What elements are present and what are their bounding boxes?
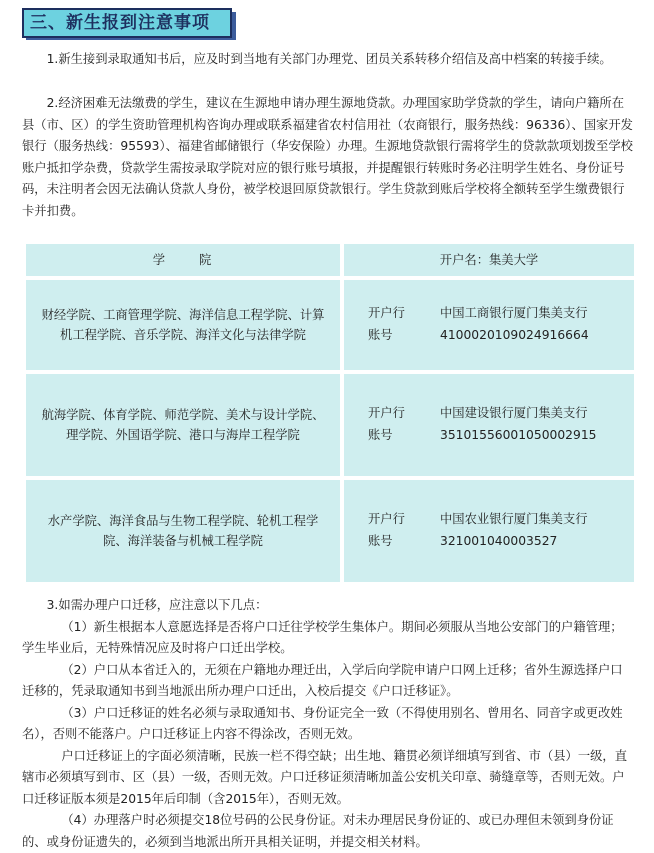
- account-number: 321001040003527: [440, 534, 558, 548]
- account-number: 4100020109024916664: [440, 328, 589, 342]
- header-college-char-1: 学: [152, 253, 167, 267]
- account-number: 35101556001050002915: [440, 428, 597, 442]
- header-college-char-2: 院: [199, 253, 214, 267]
- account-label: 账号: [368, 428, 393, 442]
- paragraph-archive-transfer: 1.新生接到录取通知书后，应及时到当地有关部门办理党、团员关系转移介绍信及高中档案的转接手续。: [46, 52, 612, 66]
- section-title: [22, 8, 236, 40]
- table-row-colleges: 财经学院、工商管理学院、海洋信息工程学院、计算机工程学院、音乐学院、海洋文化与法律学院: [26, 280, 340, 370]
- paragraph-student-loan: 2.经济困难无法缴费的学生，建议在生源地申请办理生源地贷款。办理国家助学贷款的学生，请向户籍所在县（市、区）的学生资助管理机构咨询办理或联系福建省农村信用社（农商银行，服务热线：96336）、国家开发银行（服务热线：95593）、福建省邮储银行（华安保险）办理。生源地贷款银行需将学生的贷款款项划拨至学校账户抵扣学杂费，贷款学生需按录取学院对应的银行账号填报，并提醒银行转账时务必注明学生姓名、身份证号码，未注明者会因无法确认贷款人身份，被学校退回原贷款银行。学生贷款到账后学校将全额转至学生缴费银行卡并扣费。: [22, 96, 633, 218]
- section-title-text: 三、新生报到注意事项: [22, 8, 232, 38]
- household-intro: 3.如需办理户口迁移，应注意以下几点：: [46, 598, 268, 612]
- household-item: （3）户口迁移证的姓名必须与录取通知书、身份证完全一致（不得使用别名、曾用名、同音字或更改姓名），否则不能落户。户口迁移证上内容不得涂改，否则无效。: [22, 705, 623, 741]
- bank-name: 中国农业银行厦门集美支行: [440, 512, 588, 526]
- table-header-college: [26, 244, 340, 276]
- household-item: 户口迁移证上的字面必须清晰，民族一栏不得空缺；出生地、籍贯必须详细填写到省、市（县）一级，直辖市必须填写到市、区（县）一级，否则无效。户口迁移证须清晰加盖公安机关印章、骑缝章等，否则无效。户口迁移证版本须是2015年后印制（含2015年），否则无效。: [22, 748, 628, 806]
- table-row-bank: [344, 280, 634, 370]
- account-label: 账号: [368, 328, 393, 342]
- household-item: （2）户口从本省迁入的，无须在户籍地办理迁出，入学后向学院申请户口网上迁移；省外生源选择户口迁移的，凭录取通知书到当地派出所办理户口迁出，入校后提交《户口迁移证》。: [22, 662, 623, 698]
- table-row-colleges: 水产学院、海洋食品与生物工程学院、轮机工程学院、海洋装备与机械工程学院: [26, 480, 340, 582]
- bank-name: 中国建设银行厦门集美支行: [440, 406, 588, 420]
- table-row-bank: [344, 480, 634, 582]
- household-section: [22, 595, 634, 853]
- table-row-bank: [344, 374, 634, 476]
- bank-label: 开户行: [368, 512, 405, 526]
- household-item: （4）办理落户时必须提交18位号码的公民身份证。对未办理居民身份证的、或已办理但未领到身份证的、或身份证遗失的，必须到当地派出所开具相关证明，并提交相关材料。: [22, 813, 614, 849]
- account-label: 账号: [368, 534, 393, 548]
- household-item: （1）新生根据本人意愿选择是否将户口迁往学校学生集体户。期间必须服从当地公安部门的户籍管理；学生毕业后，无特殊情况应及时将户口迁出学校。: [22, 619, 623, 655]
- table-header-account-name: 开户名：集美大学: [344, 244, 634, 276]
- bank-label: 开户行: [368, 306, 405, 320]
- table-row-colleges: 航海学院、体育学院、师范学院、美术与设计学院、理学院、外国语学院、港口与海岸工程学院: [26, 374, 340, 476]
- bank-label: 开户行: [368, 406, 405, 420]
- bank-name: 中国工商银行厦门集美支行: [440, 306, 588, 320]
